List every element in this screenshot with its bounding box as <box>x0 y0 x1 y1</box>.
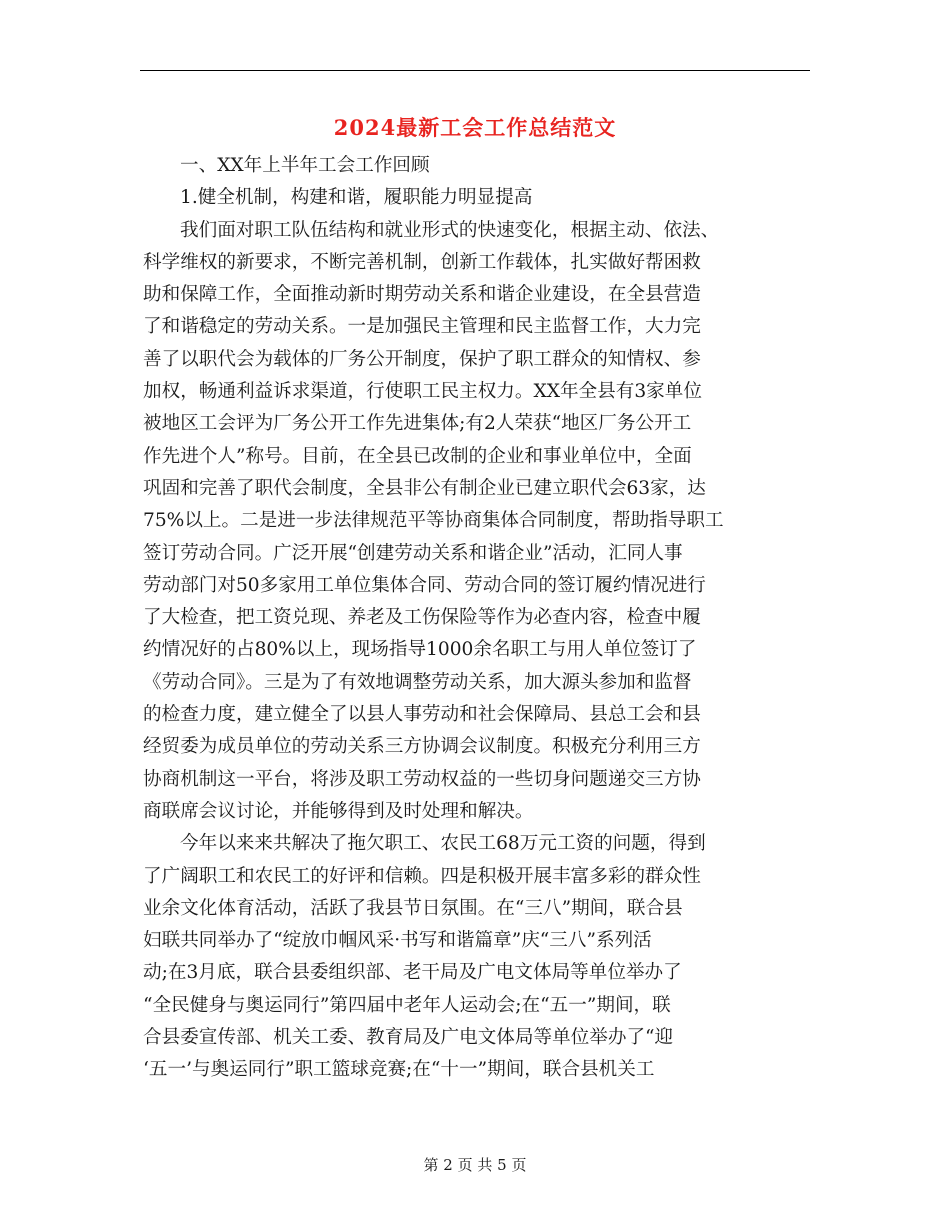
text-line: 妇联共同举办了“绽放巾帼风采·书写和谐篇章”庆“三八”系列活 <box>143 930 652 952</box>
text-line: 了大检查，把工资兑现、养老及工伤保险等作为必查内容，检查中履 <box>143 607 701 629</box>
text-line: 巩固和完善了职代会制度，全县非公有制企业已建立职代会63家，达 <box>143 477 706 499</box>
text-line: 经贸委为成员单位的劳动关系三方协调会议制度。积极充分利用三方 <box>143 736 701 758</box>
text-line: 一、XX年上半年工会工作回顾 <box>180 155 430 176</box>
text-line: 75%以上。二是进一步法律规范平等协商集体合同制度，帮助指导职工 <box>143 510 724 532</box>
text-line: “全民健身与奥运同行”第四届中老年人运动会;在“五一”期间，联 <box>143 994 671 1016</box>
text-line: 善了以职代会为载体的厂务公开制度，保护了职工群众的知情权、参 <box>143 348 701 370</box>
text-line: 业余文化体育活动，活跃了我县节日氛围。在“三八”期间，联合县 <box>143 897 683 919</box>
text-line: 了和谐稳定的劳动关系。一是加强民主管理和民主监督工作，大力完 <box>143 316 701 338</box>
text-line: 我们面对职工队伍结构和就业形式的快速变化，根据主动、依法、 <box>180 219 720 241</box>
text-line: 的检查力度，建立健全了以县人事劳动和社会保障局、县总工会和县 <box>143 704 701 726</box>
text-line: 今年以来来共解决了拖欠职工、农民工68万元工资的问题，得到 <box>180 833 706 855</box>
text-line: ‘五一’与奥运同行”职工篮球竞赛;在“十一”期间，联合县机关工 <box>143 1059 655 1081</box>
text-line: 了广阔职工和农民工的好评和信赖。四是积极开展丰富多彩的群众性 <box>143 865 701 887</box>
text-line: 加权，畅通利益诉求渠道，行使职工民主权力。XX年全县有3家单位 <box>143 381 702 403</box>
text-line: 作先进个人”称号。目前，在全县已改制的企业和事业单位中，全面 <box>143 445 692 467</box>
text-line: 商联席会议讨论，并能够得到及时处理和解决。 <box>143 800 534 822</box>
document-title: 2024最新工会工作总结范文 <box>333 115 617 140</box>
text-line: 合县委宣传部、机关工委、教育局及广电文体局等单位举办了“迎 <box>143 1027 674 1049</box>
page-footer: 第 2 页 共 5 页 <box>423 1156 527 1174</box>
text-line: 助和保障工作，全面推动新时期劳动关系和谐企业建设，在全县营造 <box>143 284 701 306</box>
text-line: 《劳动合同》。三是为了有效地调整劳动关系，加大源头参加和监督 <box>143 671 692 693</box>
text-line: 劳动部门对50多家用工单位集体合同、劳动合同的签订履约情况进行 <box>143 574 706 596</box>
text-line: 协商机制这一平台，将涉及职工劳动权益的一些切身问题递交三方协 <box>143 768 701 790</box>
text-line: 动;在3月底，联合县委组织部、老干局及广电文体局等单位举办了 <box>143 962 682 984</box>
text-line: 科学维权的新要求，不断完善机制，创新工作载体，扎实做好帮困救 <box>143 251 701 273</box>
text-line: 被地区工会评为厂务公开工作先进集体;有2人荣获“地区厂务公开工 <box>143 413 692 435</box>
text-line: 1.健全机制，构建和谐，履职能力明显提高 <box>180 187 533 209</box>
header-rule <box>140 70 810 71</box>
text-line: 约情况好的占80%以上，现场指导1000余名职工与用人单位签订了 <box>143 639 697 661</box>
text-line: 签订劳动合同。广泛开展“创建劳动关系和谐企业”活动，汇同人事 <box>143 542 683 564</box>
document-body <box>143 150 807 1087</box>
